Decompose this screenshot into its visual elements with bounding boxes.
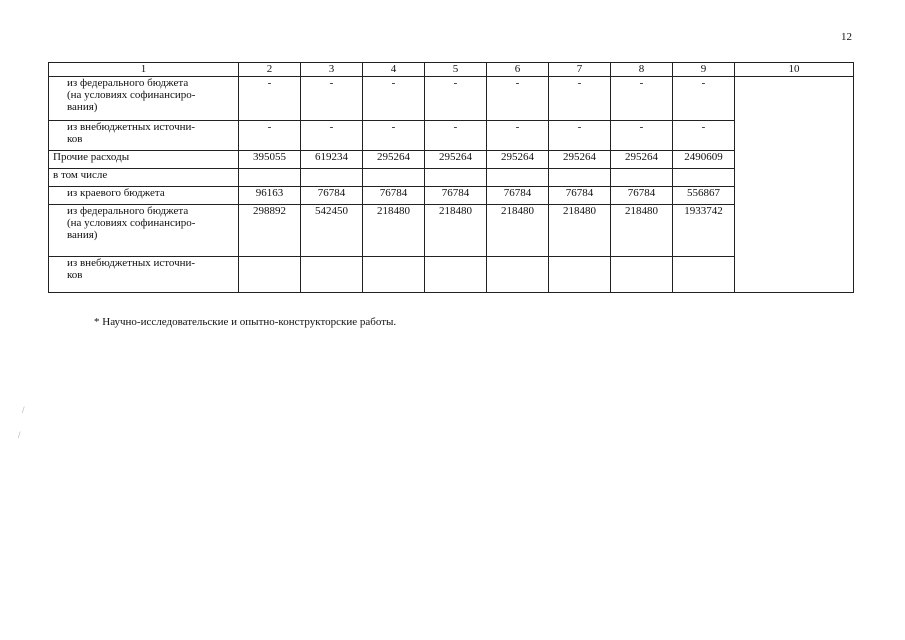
table-cell: 295264 — [425, 151, 487, 169]
table-cell: 218480 — [487, 205, 549, 257]
table-cell: 295264 — [487, 151, 549, 169]
table-cell: - — [611, 121, 673, 151]
table-cell — [487, 257, 549, 293]
table-cell: 218480 — [425, 205, 487, 257]
column-header: 6 — [487, 63, 549, 77]
table-cell: 295264 — [611, 151, 673, 169]
table-cell: - — [487, 77, 549, 121]
table-cell: 295264 — [549, 151, 611, 169]
scan-mark: / — [18, 430, 21, 440]
budget-table — [48, 62, 854, 293]
table-cell: 298892 — [239, 205, 301, 257]
table-cell — [673, 257, 735, 293]
table-cell — [611, 169, 673, 187]
table-cell: 619234 — [301, 151, 363, 169]
table-row — [49, 187, 854, 205]
table-cell: 1933742 — [673, 205, 735, 257]
table-cell: 556867 — [673, 187, 735, 205]
column-header: 3 — [301, 63, 363, 77]
row-label: из внебюджетных источни- ков — [49, 121, 239, 151]
table-row — [49, 169, 854, 187]
table-cell: 218480 — [363, 205, 425, 257]
table-cell: - — [673, 77, 735, 121]
table-cell — [549, 169, 611, 187]
table-cell: - — [301, 77, 363, 121]
table-row — [49, 205, 854, 257]
table-cell: - — [611, 77, 673, 121]
table-cell: - — [425, 77, 487, 121]
table-cell: - — [425, 121, 487, 151]
table-cell — [425, 257, 487, 293]
table-cell: 76784 — [487, 187, 549, 205]
table-row — [49, 257, 854, 293]
page-number: 12 — [841, 31, 852, 43]
table-cell: - — [549, 77, 611, 121]
column-header: 5 — [425, 63, 487, 77]
column-header: 7 — [549, 63, 611, 77]
table-row — [49, 77, 854, 121]
table-cell: - — [301, 121, 363, 151]
column-header: 1 — [49, 63, 239, 77]
table-cell: 76784 — [611, 187, 673, 205]
table-cell: 76784 — [363, 187, 425, 205]
row-label: Прочие расходы — [49, 151, 239, 169]
column-header: 4 — [363, 63, 425, 77]
table-cell — [487, 169, 549, 187]
row-label: в том числе — [49, 169, 239, 187]
footnote: * Научно-исследовательские и опытно-конструкторские работы. — [94, 316, 397, 328]
table-cell: 395055 — [239, 151, 301, 169]
table-cell: - — [487, 121, 549, 151]
table-cell: - — [363, 77, 425, 121]
scan-mark: / — [22, 405, 25, 415]
table-cell: - — [549, 121, 611, 151]
table-cell: - — [673, 121, 735, 151]
table-header-row — [49, 63, 854, 77]
table-cell: - — [239, 77, 301, 121]
table-cell — [363, 257, 425, 293]
column-10-cell — [735, 77, 854, 293]
table-cell: 218480 — [549, 205, 611, 257]
table-row — [49, 121, 854, 151]
table-cell — [611, 257, 673, 293]
table-cell: 76784 — [549, 187, 611, 205]
row-label: из внебюджетных источни- ков — [49, 257, 239, 293]
table-cell — [363, 169, 425, 187]
row-label: из федерального бюджета (на условиях софинансиро- вания) — [49, 205, 239, 257]
table-cell: 76784 — [301, 187, 363, 205]
table-cell: 2490609 — [673, 151, 735, 169]
table-cell — [549, 257, 611, 293]
table-cell: - — [363, 121, 425, 151]
table-cell: 218480 — [611, 205, 673, 257]
table-cell — [239, 169, 301, 187]
column-header: 8 — [611, 63, 673, 77]
table-cell: 295264 — [363, 151, 425, 169]
table-cell: - — [239, 121, 301, 151]
row-label: из федерального бюджета (на условиях софинансиро- вания) — [49, 77, 239, 121]
table-cell — [301, 169, 363, 187]
table-row — [49, 151, 854, 169]
table-cell — [301, 257, 363, 293]
table-cell: 96163 — [239, 187, 301, 205]
column-header: 2 — [239, 63, 301, 77]
column-header: 10 — [735, 63, 854, 77]
table-cell: 76784 — [425, 187, 487, 205]
column-header: 9 — [673, 63, 735, 77]
table-cell: 542450 — [301, 205, 363, 257]
table-cell — [239, 257, 301, 293]
table-cell — [673, 169, 735, 187]
row-label: из краевого бюджета — [49, 187, 239, 205]
table-cell — [425, 169, 487, 187]
